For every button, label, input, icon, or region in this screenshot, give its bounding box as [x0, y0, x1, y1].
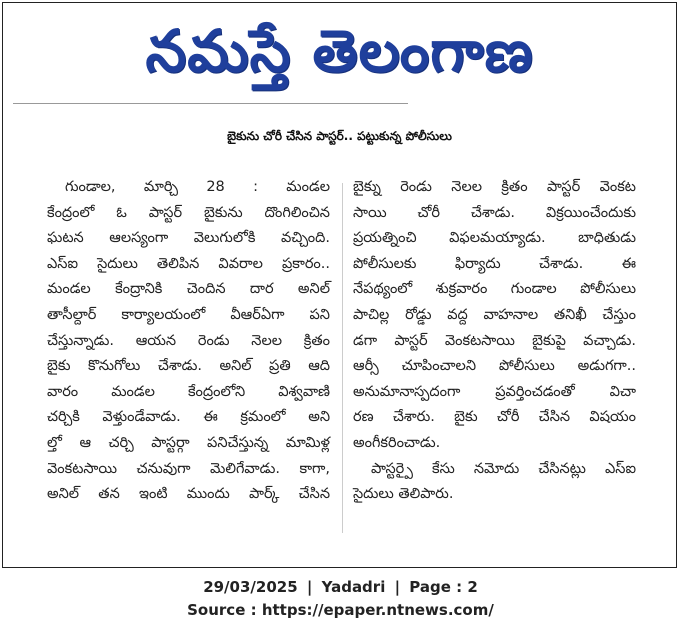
- article-line: ఘటన ఆలస్యంగా వెలుగులోకి వచ్చింది.: [47, 230, 330, 247]
- article-line: ల్తో ఆ చర్చి పాస్టర్గా పనిచేస్తున్న మామిళ్ల: [47, 434, 330, 451]
- article-line: అంగీకరించాడు.: [353, 434, 441, 451]
- article-line: ప్రయత్నించి విఫలమయ్యాడు. బాధితుడు: [353, 230, 636, 247]
- article-line: చర్చికి వెళ్తుండేవాడు. ఈ క్రమంలో అని: [47, 409, 330, 426]
- article-line: మండల కేంద్రానికి చెందిన దార అనిల్: [47, 281, 330, 298]
- footer-separator: |: [394, 578, 401, 596]
- article-line: అనిల్ తన ఇంటి ముందు పార్క్ చేసిన: [47, 486, 330, 503]
- article-line: రణ చేశారు. బైకు చోరీ చేసిన విషయం: [353, 409, 636, 426]
- footer-meta: [0, 578, 681, 596]
- masthead-title: నమస్తే తెలంగాణ: [145, 17, 534, 85]
- masthead-rule: [13, 103, 408, 104]
- article-line: సైదులు తెలిపారు.: [353, 486, 454, 503]
- article-line: బైకు కొనుగోలు చేశాడు. అనిల్ ప్రతి ఆది: [47, 358, 330, 375]
- footer-separator: |: [306, 578, 313, 596]
- footer-source: Source : https://epaper.ntnews.com/: [187, 601, 494, 619]
- article-headline: బైకును చోరీ చేసిన పాస్టర్.. పట్టుకున్న పోలీసులు: [227, 129, 452, 143]
- article-right-column: [353, 175, 636, 508]
- article-line: సాయి చోరీ చేశాడు. విక్రయించేందుకు: [353, 204, 636, 221]
- article-line: ఎస్ఐ సైదులు తెలిపిన వివరాల ప్రకారం..: [47, 255, 330, 272]
- article-line: వెంకటసాయి చనువుగా మెలిగేవాడు. కాగా,: [47, 460, 330, 477]
- article-line: అనుమానాస్పదంగా ప్రవర్తించడంతో విచా: [353, 383, 636, 400]
- article-line: పోలీసులకు ఫిర్యాదు చేశాడు. ఈ: [353, 255, 636, 272]
- article-left-column: [47, 175, 330, 508]
- clipping-frame: [2, 2, 677, 568]
- article-line: తాసీల్దార్ కార్యాలయంలో వీఆర్ఏగా పని: [47, 306, 330, 323]
- footer-edition: Yadadri: [321, 578, 386, 596]
- article-line: పాస్టర్పై కేసు నమోదు చేసినట్లు ఎస్ఐ: [371, 460, 636, 477]
- article-line: ఆర్సీ చూపించాలని పోలీసులు అడుగగా..: [353, 358, 636, 375]
- footer-page: Page : 2: [409, 578, 478, 596]
- masthead: [3, 5, 676, 97]
- footer-date: 29/03/2025: [203, 578, 298, 596]
- article-line: పాచిల్ల రోడ్డు వద్ద వాహనాల తనిఖీ చేస్తుం: [353, 306, 636, 323]
- article-line: బైక్ను రెండు నెలల క్రితం పాస్టర్ వెంకట: [353, 179, 636, 195]
- article-line: కేంద్రంలో ఓ పాస్టర్ బైకును దొంగిలించిన: [47, 204, 330, 221]
- article-line: డగా పాస్టర్ వెంకటసాయి బైకుపై వచ్చాడు.: [353, 332, 636, 349]
- article-line: చేస్తున్నాడు. ఆయన రెండు నెలల క్రితం: [47, 332, 330, 349]
- article-line: నేపథ్యంలో శుక్రవారం గుండాల పోలీసులు: [353, 281, 636, 298]
- column-divider: [342, 183, 343, 533]
- article-line: వారం మండల కేంద్రంలోని విశ్వవాణి: [47, 383, 330, 400]
- article-line: గుండాల, మార్చి 28 : మండల: [65, 179, 330, 195]
